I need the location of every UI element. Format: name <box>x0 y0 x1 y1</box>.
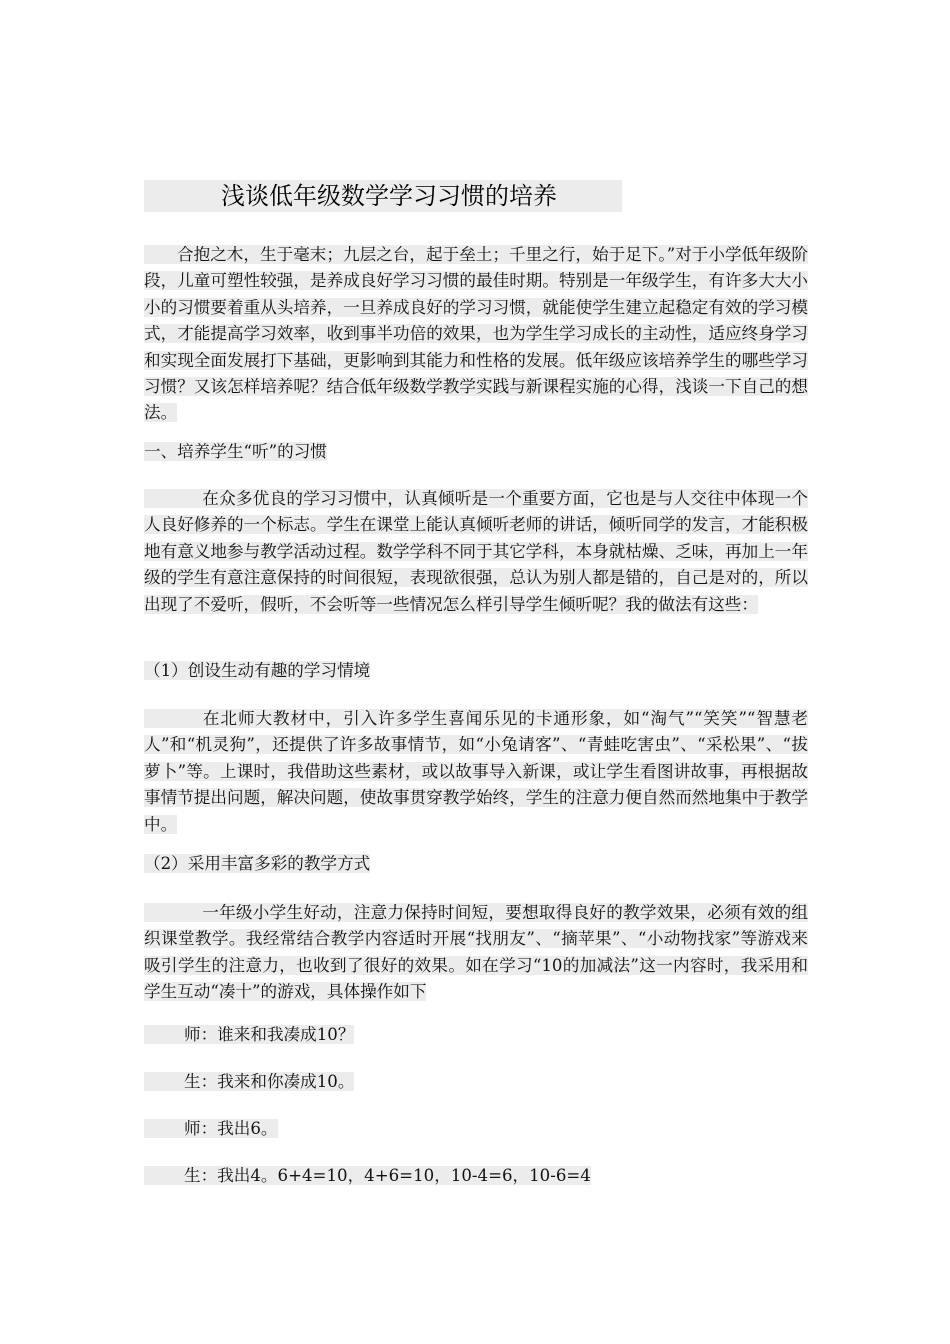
intro-text: 合抱之木，生于毫末；九层之台，起于垒土；千里之行，始于足下。”对于小学低年级阶段，儿童可塑性较强，是养成良好学习习惯的最佳时期。特别是一年级学生，有许多大大小小的习惯要着重从头培养，一旦养成良好的学习习惯，就能使学生建立起稳定有效的学习模式，才能提高学习效率，收到事半功倍的效果，也为学生学习成长的主动性，适应终身学习和实现全面发展打下基础，更影响到其能力和性格的发展。低年级应该培养学生的哪些学习习惯？又该怎样培养呢？结合低年级数学教学实践与新课程实施的心得，浅谈一下自己的想法。 <box>144 245 808 423</box>
subsection-2-paragraph <box>144 900 808 1006</box>
subsection-1-paragraph <box>144 706 808 838</box>
dialogue-line: 师：我出6。 <box>144 1117 278 1141</box>
document-title: 浅谈低年级数学学习习惯的培养 <box>144 180 622 212</box>
subsection-2-text: 一年级小学生好动，注意力保持时间短，要想取得良好的教学效果，必须有效的组织课堂教学。我经常结合教学内容适时开展“找朋友”、“摘苹果”、“小动物找家”等游戏来吸引学生的注意力，也收到了很好的效果。如在学习“10的加减法”这一内容时，我采用和学生互动“凑十”的游戏，具体操作如下 <box>144 903 808 1002</box>
subsection-1-text: 在北师大教材中，引入许多学生喜闻乐见的卡通形象，如“淘气”“笑笑”“智慧老人”和“机灵狗”，还提供了许多故事情节，如“小兔请客”、“青蛙吃害虫”、“采松果”、“拔萝卜”等。上课时，我借助这些素材，或以故事导入新课，或让学生看图讲故事，再根据故事情节提出问题，解决问题，使故事贯穿教学始终，学生的注意力便自然而然地集中于教学中。 <box>144 709 808 834</box>
subsection-heading-1: （1）创设生动有趣的学习情境 <box>144 661 371 680</box>
dialogue-line: 生：我出4。6+4=10，4+6=10，10-4=6，10-6=4 <box>144 1164 591 1188</box>
dialogue-line: 师：谁来和我凑成10？ <box>144 1023 354 1047</box>
section-listening-text: 在众多优良的学习习惯中，认真倾听是一个重要方面，它也是与人交往中体现一个人良好修养的一个标志。学生在课堂上能认真倾听老师的讲话，倾听同学的发言，才能积极地有意义地参与教学活动过程。数学学科不同于其它学科，本身就枯燥、乏味，再加上一年级的学生有意注意保持的时间很短，表现欲很强，总认为别人都是错的，自己是对的，所以出现了不爱听，假听，不会听等一些情况怎么样引导学生倾听呢？我的做法有这些： <box>144 489 808 614</box>
section-heading-listening: 一、培养学生“听”的习惯 <box>144 442 327 461</box>
section-listening-paragraph <box>144 486 808 618</box>
intro-paragraph <box>144 242 808 427</box>
dialogue-line: 生：我来和你凑成10。 <box>144 1070 354 1094</box>
subsection-heading-2: （2）采用丰富多彩的教学方式 <box>144 854 371 873</box>
